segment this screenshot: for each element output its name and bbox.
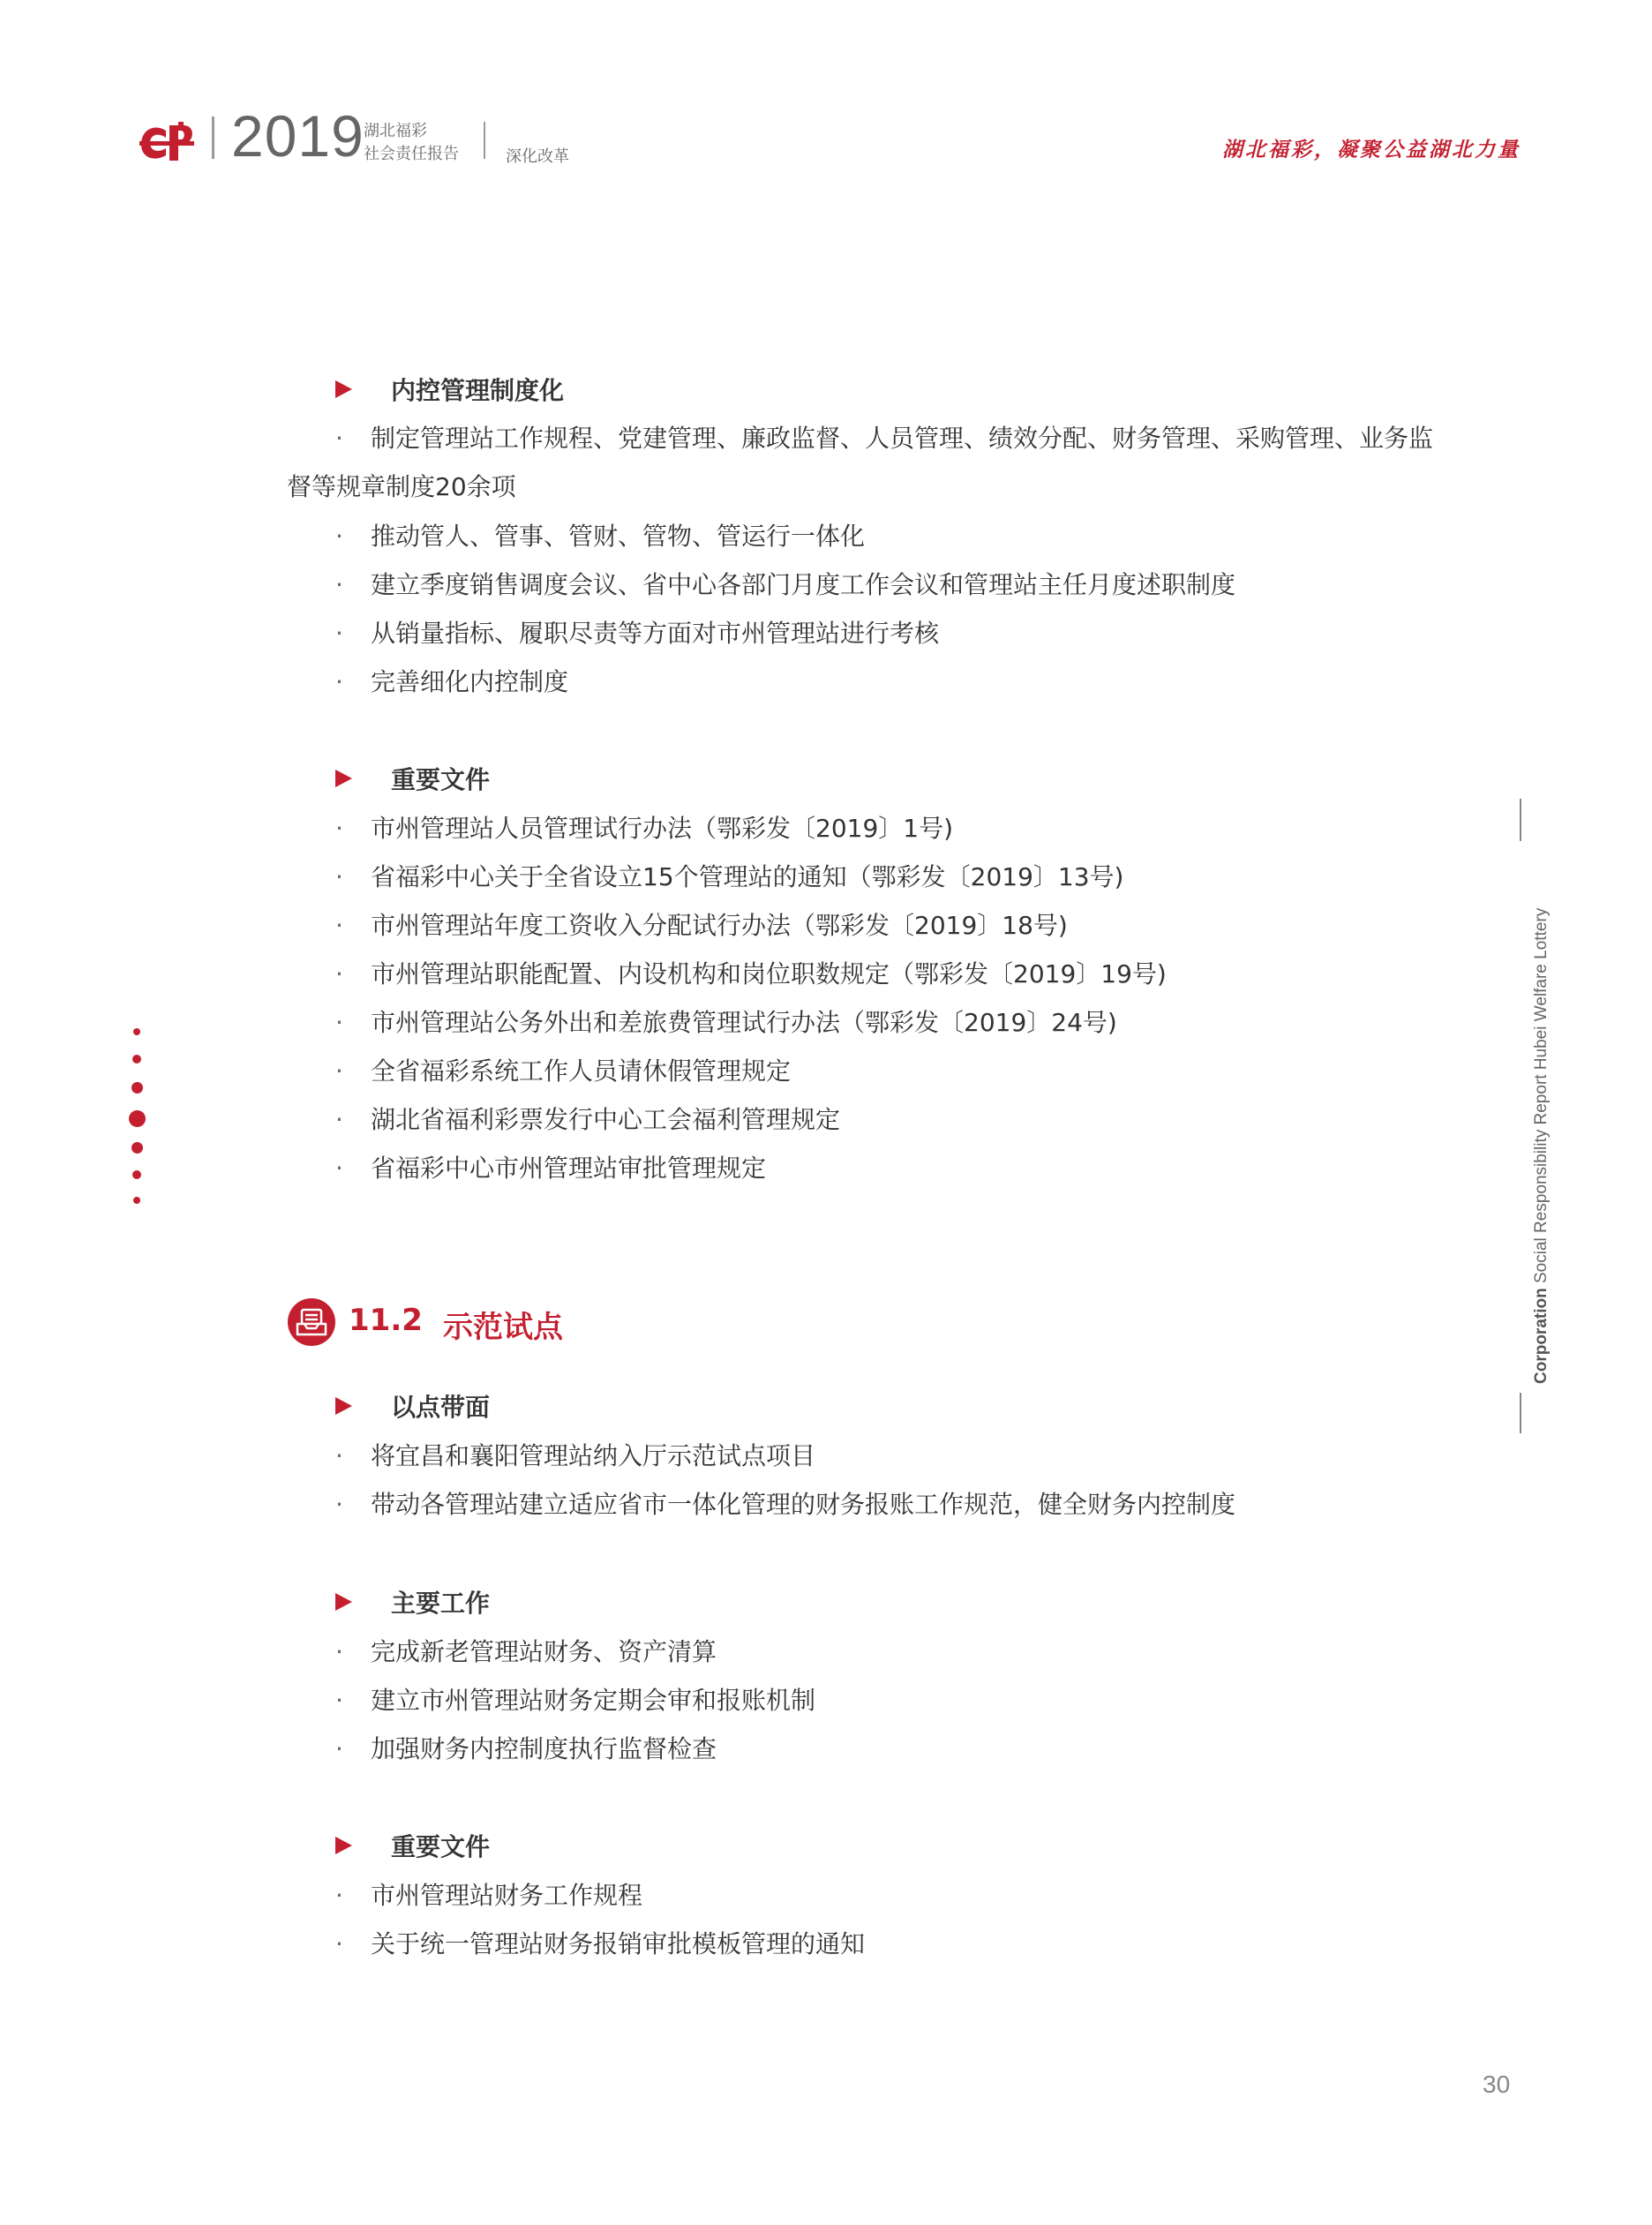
welfare-lottery-logo-icon	[139, 118, 194, 162]
triangle-bullet-icon	[335, 380, 352, 398]
list-item: · 建立季度销售调度会议、省中心各部门月度工作会议和管理站主任月度述职制度	[335, 570, 1236, 599]
page-nav-dot	[131, 1082, 143, 1094]
subheading-internal-control: 内控管理制度化	[335, 372, 564, 407]
list-item: · 市州管理站人员管理试行办法（鄂彩发〔2019〕1号)	[335, 814, 953, 843]
header-section: 深化改革	[506, 147, 569, 166]
side-report-title: Corporation Social Responsibility Report Hubei Welfare Lottery	[1532, 907, 1551, 1384]
triangle-bullet-icon	[335, 1397, 352, 1415]
document-tray-icon	[287, 1297, 336, 1347]
page-nav-dot	[132, 1170, 141, 1179]
page-nav-dot	[133, 1197, 140, 1204]
list-item: · 省福彩中心市州管理站审批管理规定	[335, 1154, 767, 1183]
subheading-important-docs-2: 重要文件	[335, 1828, 490, 1863]
list-item: · 完善细化内控制度	[335, 667, 569, 696]
list-item: · 湖北省福利彩票发行中心工会福利管理规定	[335, 1105, 841, 1134]
report-year: 2019	[231, 103, 364, 169]
header-divider	[212, 117, 214, 159]
list-item: · 完成新老管理站财务、资产清算	[335, 1637, 717, 1666]
list-item: · 关于统一管理站财务报销审批模板管理的通知	[335, 1929, 866, 1958]
header-report: 社会责任报告	[364, 145, 459, 163]
dot-bullet-icon: ·	[335, 424, 343, 453]
section-number: 11.2	[349, 1303, 423, 1338]
list-item: · 带动各管理站建立适应省市一体化管理的财务报账工作规范，健全财务内控制度	[335, 1490, 1236, 1519]
list-item: · 市州管理站公务外出和差旅费管理试行办法（鄂彩发〔2019〕24号)	[335, 1008, 1117, 1037]
list-item: · 将宜昌和襄阳管理站纳入厅示范试点项目	[335, 1441, 816, 1470]
page-nav-dot-active	[129, 1110, 146, 1127]
triangle-bullet-icon	[335, 770, 352, 787]
triangle-bullet-icon	[335, 1837, 352, 1854]
side-line-bottom	[1520, 1393, 1521, 1433]
header-slogan: 湖北福彩，凝聚公益湖北力量	[1222, 138, 1521, 162]
list-item: · 制定管理站工作规程、党建管理、廉政监督、人员管理、绩效分配、财务管理、采购管理、业务监督等规章制度20余项	[287, 414, 1434, 511]
side-line-top	[1520, 799, 1521, 841]
header-org: 湖北福彩	[364, 122, 427, 140]
list-item: · 全省福彩系统工作人员请休假管理规定	[335, 1056, 792, 1086]
subheading-main-work: 主要工作	[335, 1584, 490, 1620]
subheading-important-docs: 重要文件	[335, 761, 490, 796]
page-nav-dot	[133, 1028, 140, 1035]
section-title: 示范试点	[443, 1310, 563, 1345]
list-item: · 建立市州管理站财务定期会审和报账机制	[335, 1686, 816, 1715]
list-item: · 省福彩中心关于全省设立15个管理站的通知（鄂彩发〔2019〕13号)	[335, 862, 1124, 891]
subheading-point-to-area: 以点带面	[335, 1388, 490, 1424]
list-item: · 市州管理站职能配置、内设机构和岗位职数规定（鄂彩发〔2019〕19号)	[335, 959, 1167, 988]
list-item: · 加强财务内控制度执行监督检查	[335, 1734, 717, 1763]
list-item: · 市州管理站财务工作规程	[335, 1881, 643, 1910]
page-nav-dot	[131, 1142, 143, 1154]
header-divider-2	[484, 122, 485, 159]
triangle-bullet-icon	[335, 1593, 352, 1611]
page-nav-dot	[132, 1055, 141, 1064]
list-item: · 市州管理站年度工资收入分配试行办法（鄂彩发〔2019〕18号)	[335, 911, 1068, 940]
list-item: · 推动管人、管事、管财、管物、管运行一体化	[335, 522, 866, 551]
page-number: 30	[1483, 2071, 1511, 2098]
list-item: · 从销量指标、履职尽责等方面对市州管理站进行考核	[335, 619, 940, 648]
